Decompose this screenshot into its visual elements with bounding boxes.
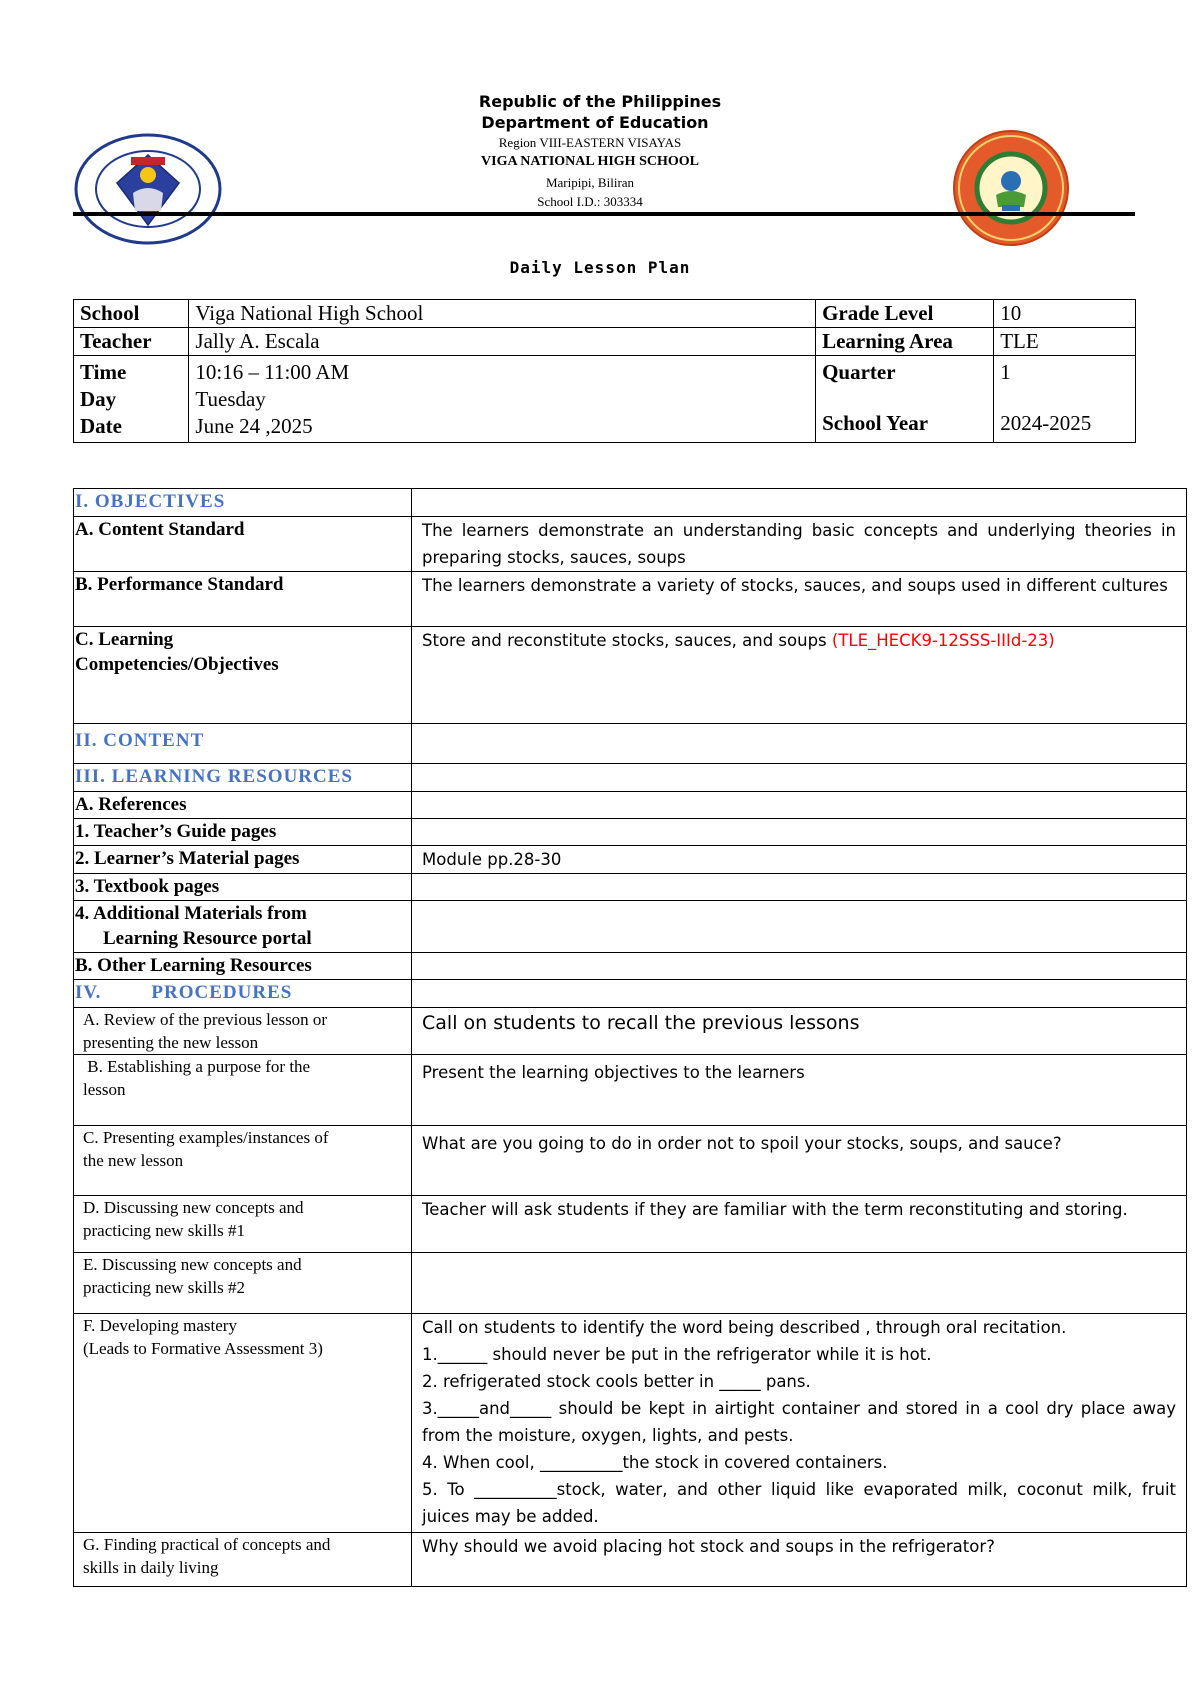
empty-cell <box>412 953 1187 980</box>
table-row <box>74 980 1187 1008</box>
table-row <box>74 846 1187 874</box>
procedures-section-number: IV. <box>75 982 102 1003</box>
competencies-label <box>74 627 412 724</box>
table-row <box>74 1126 1187 1196</box>
additional-materials-label <box>74 901 412 953</box>
procedure-c-label-line1: C. Presenting examples/instances of <box>83 1128 329 1147</box>
competencies-text: Store and reconstitute stocks, sauces, and soups <box>422 631 832 650</box>
procedure-f-intro: Call on students to identify the word being described , through oral recitation. <box>422 1318 1067 1337</box>
procedure-e-label-line2: practicing new skills #2 <box>83 1278 245 1297</box>
time-value: 10:16 – 11:00 AM <box>195 360 350 384</box>
table-row <box>74 328 1136 356</box>
document-title: Daily Lesson Plan <box>509 258 691 277</box>
empty-cell <box>412 764 1187 792</box>
empty-cell <box>412 819 1187 846</box>
procedure-f-label <box>74 1314 412 1533</box>
references-label: A. References <box>74 792 412 819</box>
procedure-b-value: Present the learning objectives to the learners <box>412 1055 1187 1126</box>
table-row <box>74 724 1187 764</box>
school-year-value: 2024-2025 <box>1000 411 1092 435</box>
grade-level-value: 10 <box>994 300 1136 328</box>
list-item: 4. When cool, __________the stock in covered containers. <box>422 1453 888 1472</box>
procedure-e-label-line1: E. Discussing new concepts and <box>83 1255 302 1274</box>
procedure-g-label-line1: G. Finding practical of concepts and <box>83 1535 331 1554</box>
table-row <box>74 764 1187 792</box>
school-year-label: School Year <box>822 411 929 435</box>
additional-materials-line2: Learning Resource portal <box>103 928 312 949</box>
quarter-sy-values <box>994 356 1136 443</box>
other-resources-label: B. Other Learning Resources <box>74 953 412 980</box>
content-standard-value: The learners demonstrate an understanding basic concepts and underlying theories in preparing stocks, sauces, soups <box>412 517 1187 572</box>
teachers-guide-label: 1. Teacher’s Guide pages <box>74 819 412 846</box>
table-row <box>74 819 1187 846</box>
empty-cell <box>412 792 1187 819</box>
time-day-date-values <box>189 356 816 443</box>
procedure-g-label-line2: skills in daily living <box>83 1558 219 1577</box>
procedure-f-label-line1: F. Developing mastery <box>83 1316 237 1335</box>
time-day-date-labels <box>74 356 189 443</box>
lesson-plan-table <box>73 488 1187 1587</box>
empty-cell <box>412 874 1187 901</box>
learners-material-label: 2. Learner’s Material pages <box>74 846 412 874</box>
competencies-label-line1: C. Learning <box>75 629 174 650</box>
table-row <box>74 953 1187 980</box>
performance-standard-value: The learners demonstrate a variety of stocks, sauces, and soups used in different cultures <box>412 572 1187 627</box>
resources-section-title: III. LEARNING RESOURCES <box>74 764 412 792</box>
teacher-value: Jally A. Escala <box>189 328 816 356</box>
header-rule <box>73 212 1135 216</box>
procedure-e-label <box>74 1253 412 1314</box>
school-label: School <box>74 300 189 328</box>
table-row <box>74 874 1187 901</box>
procedure-g-label <box>74 1533 412 1587</box>
table-row <box>74 792 1187 819</box>
procedure-b-label-line2: lesson <box>83 1080 126 1099</box>
table-row <box>74 1055 1187 1126</box>
quarter-sy-labels <box>816 356 994 443</box>
procedure-a-value: Call on students to recall the previous lessons <box>412 1008 1187 1055</box>
table-row <box>74 300 1136 328</box>
table-row <box>74 901 1187 953</box>
table-row <box>74 1253 1187 1314</box>
header-line-deped: Department of Education <box>481 113 709 132</box>
procedure-b-label-line1: B. Establishing a purpose for the <box>83 1057 311 1076</box>
quarter-label: Quarter <box>822 360 896 384</box>
procedure-a-label-line1: A. Review of the previous lesson or <box>83 1010 328 1029</box>
list-item: 5. To __________stock, water, and other liquid like evaporated milk, coconut milk, fruit juices may be added. <box>422 1480 1176 1526</box>
performance-standard-label: B. Performance Standard <box>74 572 412 627</box>
table-row <box>74 489 1187 517</box>
learning-area-value: TLE <box>994 328 1136 356</box>
empty-cell <box>412 489 1187 517</box>
procedures-section-name: PROCEDURES <box>151 982 293 1003</box>
empty-cell <box>412 724 1187 764</box>
date-value: June 24 ,2025 <box>195 414 313 438</box>
table-row <box>74 517 1187 572</box>
procedure-d-label <box>74 1196 412 1253</box>
empty-cell <box>412 980 1187 1008</box>
empty-cell <box>412 901 1187 953</box>
procedure-b-label <box>74 1055 412 1126</box>
competencies-value <box>412 627 1187 724</box>
list-item: 1.______ should never be put in the refrigerator while it is hot. <box>422 1345 932 1364</box>
procedure-c-value: What are you going to do in order not to spoil your stocks, soups, and sauce? <box>412 1126 1187 1196</box>
procedure-g-value: Why should we avoid placing hot stock and soups in the refrigerator? <box>412 1533 1187 1587</box>
learning-area-label: Learning Area <box>816 328 994 356</box>
table-row <box>74 1533 1187 1587</box>
school-value: Viga National High School <box>189 300 816 328</box>
procedure-f-value <box>412 1314 1187 1533</box>
table-row <box>74 1314 1187 1533</box>
procedure-c-label <box>74 1126 412 1196</box>
empty-cell <box>412 1253 1187 1314</box>
procedure-d-label-line1: D. Discussing new concepts and <box>83 1198 304 1217</box>
header-line-republic: Republic of the Philippines <box>478 92 722 111</box>
procedure-d-value: Teacher will ask students if they are familiar with the term reconstituting and storing. <box>412 1196 1187 1253</box>
day-label: Day <box>80 387 117 411</box>
learners-material-value: Module pp.28-30 <box>412 846 1187 874</box>
procedure-c-label-line2: the new lesson <box>83 1151 184 1170</box>
table-row <box>74 1008 1187 1055</box>
competency-code: (TLE_HECK9-12SSS-IIId-23) <box>831 631 1055 650</box>
list-item: 2. refrigerated stock cools better in _____ pans. <box>422 1372 811 1391</box>
procedure-d-label-line2: practicing new skills #1 <box>83 1221 245 1240</box>
quarter-value: 1 <box>1000 360 1011 384</box>
table-row <box>74 1196 1187 1253</box>
header-line-address: Maripipi, Biliran <box>545 175 635 190</box>
header-line-school-name: VIGA NATIONAL HIGH SCHOOL <box>481 154 699 169</box>
grade-level-label: Grade Level <box>816 300 994 328</box>
additional-materials-line1: 4. Additional Materials from <box>75 903 307 924</box>
list-item: 3._____and_____ should be kept in airtight container and stored in a cool dry place away from the moisture, oxygen, lights, and pests. <box>422 1399 1176 1445</box>
content-standard-label: A. Content Standard <box>74 517 412 572</box>
competencies-label-line2: Competencies/Objectives <box>75 654 279 675</box>
teacher-label: Teacher <box>74 328 189 356</box>
procedures-section-title <box>74 980 412 1008</box>
date-label: Date <box>80 414 122 438</box>
table-row <box>74 627 1187 724</box>
procedure-a-label-line2: presenting the new lesson <box>83 1033 259 1052</box>
table-row <box>74 572 1187 627</box>
time-label: Time <box>80 360 127 384</box>
objectives-section-title: I. OBJECTIVES <box>74 489 412 517</box>
textbook-label: 3. Textbook pages <box>74 874 412 901</box>
lesson-info-table <box>73 299 1136 443</box>
procedure-f-label-line2: (Leads to Formative Assessment 3) <box>83 1339 323 1358</box>
header-line-school-id: School I.D.: 303334 <box>537 194 643 209</box>
header-line-region: Region VIII-EASTERN VISAYAS <box>498 135 682 150</box>
day-value: Tuesday <box>195 387 266 411</box>
procedure-a-label <box>74 1008 412 1055</box>
content-section-title: II. CONTENT <box>74 724 412 764</box>
table-row <box>74 356 1136 443</box>
